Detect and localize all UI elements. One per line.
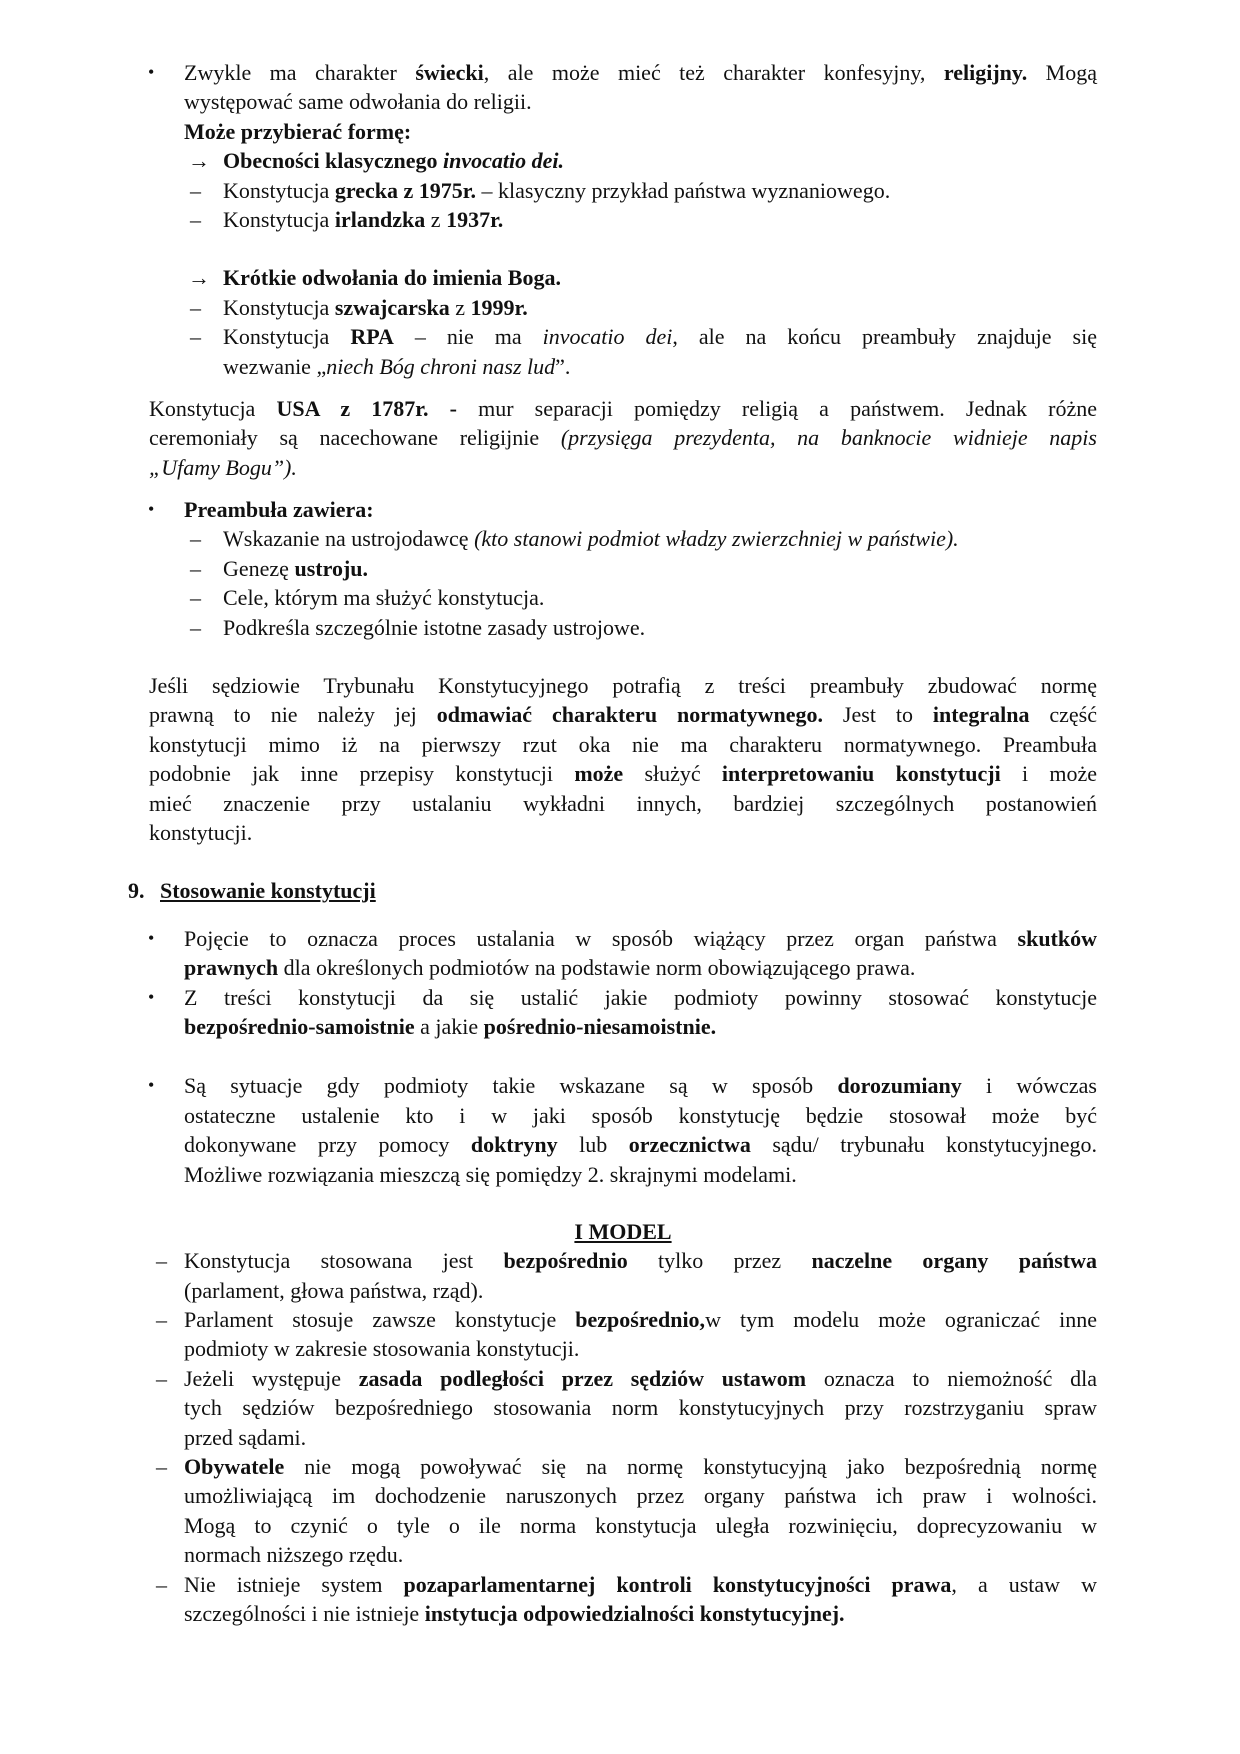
dash-bullet-icon: – (156, 1571, 167, 1597)
text-run: Pojęcie to oznacza proces ustalania w sposób wiążący przez organ państwa (184, 925, 1018, 951)
dash-bullet-icon: – (190, 585, 201, 611)
list-item (0, 263, 1240, 292)
text-line (184, 1305, 1097, 1334)
text-run: , ale na końcu preambuły znajduje się (672, 324, 1097, 350)
list-item (0, 146, 1240, 175)
arrow-right-icon: → (188, 148, 210, 174)
text-run: ”. (555, 353, 571, 379)
text-line (184, 1481, 1097, 1510)
text-line (160, 876, 1097, 905)
text-run: I MODEL (574, 1218, 672, 1244)
text-line (184, 924, 1097, 953)
text-run: irlandzka (334, 206, 426, 232)
text-run: religijny. (943, 60, 1028, 85)
text-line (184, 1160, 1097, 1189)
text-line (184, 1599, 1097, 1628)
text-run: bezpośrednio-samoistnie (184, 1013, 415, 1039)
list-item (0, 58, 1240, 117)
text-run: zasada podległości przez sędziów ustawom (358, 1365, 807, 1391)
list-item (0, 495, 1240, 524)
text-run: Możliwe rozwiązania mieszczą się pomiędzy 2. skrajnymi modelami. (184, 1161, 797, 1187)
paragraph (0, 671, 1240, 847)
list-item (0, 983, 1240, 1042)
text-run: szczególności i nie istnieje (184, 1600, 425, 1626)
text-run: Parlament stosuje zawsze konstytucje (184, 1307, 576, 1333)
text-run: dokonywane przy pomocy (184, 1132, 471, 1158)
text-line (184, 1511, 1097, 1540)
text-run: lub (557, 1132, 629, 1158)
text-run: umożliwiającą im dochodzenie naruszonych przez organy państwa ich praw i wolności. (184, 1483, 1097, 1509)
text-run: prawną to nie należy jej (149, 702, 437, 728)
text-run: odmawiać charakteru normatywnego. (436, 702, 824, 728)
dash-bullet-icon: – (190, 555, 201, 581)
text-run: „Ufamy Bogu”). (149, 454, 297, 480)
text-line (184, 1364, 1097, 1393)
text-line (184, 1540, 1097, 1569)
list-item (0, 176, 1240, 205)
text-line (223, 554, 1097, 583)
text-run: Z treści konstytucji da się ustalić jakie podmioty powinny stosować konstytucje (184, 984, 1097, 1010)
dash-bullet-icon: – (190, 206, 201, 232)
text-line (184, 87, 1097, 116)
text-run: Jeżeli występuje (184, 1365, 359, 1391)
text-run: Mogą to czynić o tyle o ile norma konstytucja uległa rozwinięciu, doprecyzowaniu w (184, 1512, 1097, 1538)
text-run: ustroju. (294, 555, 369, 581)
list-item (0, 1364, 1240, 1452)
text-run: ostateczne ustalenie kto i w jaki sposób konstytucję będzie stosował może być (184, 1102, 1097, 1128)
text-run: grecka z 1975r. (334, 177, 476, 203)
text-run: Jest to (823, 702, 933, 728)
text-line (149, 730, 1097, 759)
list-item (0, 613, 1240, 642)
list-item (0, 1071, 1240, 1189)
text-run: dla określonych podmiotów na podstawie norm obowiązującego prawa. (278, 955, 916, 981)
text-run: tylko przez (627, 1248, 812, 1274)
text-run: Wskazanie na ustrojodawcę (223, 526, 475, 552)
text-run: 1999r. (470, 294, 528, 320)
text-run: a jakie (414, 1013, 484, 1039)
list-item (0, 1305, 1240, 1364)
text-run: konstytucji. (149, 819, 253, 845)
text-run: podobnie jak inne przepisy konstytucji (149, 761, 575, 787)
text-line (223, 176, 1097, 205)
dash-bullet-icon: – (156, 1248, 167, 1274)
text-run: (parlament, głowa państwa, rząd). (184, 1277, 484, 1303)
text-run: naczelne organy państwa (811, 1248, 1097, 1274)
text-line (184, 1130, 1097, 1159)
text-run: świecki (415, 60, 484, 85)
text-run: prawnych (184, 955, 279, 981)
subheading (0, 1217, 1240, 1246)
bullet-icon: • (148, 499, 155, 520)
text-run: pośrednio-niesamoistnie. (483, 1013, 717, 1039)
text-line (184, 1246, 1097, 1275)
list-item (0, 924, 1240, 983)
text-run: 1937r. (446, 206, 504, 232)
text-line (149, 453, 1097, 482)
text-run: bezpośrednio, (575, 1307, 706, 1333)
arrow-right-icon: → (188, 265, 210, 291)
text-run: interpretowaniu konstytucji (721, 761, 1001, 787)
text-line (184, 117, 1097, 146)
text-run: służyć (623, 761, 722, 787)
text-run: Podkreśla szczególnie istotne zasady ustrojowe. (223, 614, 646, 640)
text-line (223, 205, 1097, 234)
text-run: integralna (932, 702, 1030, 728)
text-run: , a ustaw w (951, 1571, 1097, 1597)
text-line (223, 322, 1097, 351)
text-line (223, 352, 1097, 381)
dash-bullet-icon: – (190, 294, 201, 320)
paragraph (0, 394, 1240, 482)
list-item (0, 322, 1240, 381)
text-run: z (449, 294, 471, 320)
text-line (223, 524, 1097, 553)
text-run: niech Bóg chroni nasz lud (326, 353, 556, 379)
text-run: invocatio dei. (443, 148, 564, 174)
text-line (149, 818, 1097, 847)
text-run: dorozumiany (837, 1073, 962, 1099)
text-run: Obywatele (184, 1454, 285, 1480)
text-run: sądu/ trybunału konstytucyjnego. (750, 1132, 1097, 1158)
text-run: przed sądami. (184, 1424, 307, 1450)
text-run: – klasyczny przykład państwa wyznaniowego. (475, 177, 891, 203)
text-run: wezwanie „ (223, 353, 327, 379)
text-run: doktryny (470, 1132, 558, 1158)
text-line (223, 613, 1097, 642)
text-run: Cele, którym ma służyć konstytucja. (223, 585, 545, 611)
text-run: ceremoniały są nacechowane religijnie (149, 425, 561, 451)
text-line (223, 146, 1097, 175)
text-run: Konstytucja (223, 206, 335, 232)
text-line (184, 1452, 1097, 1481)
text-run: bezpośrednio (503, 1248, 628, 1274)
list-item (0, 583, 1240, 612)
text-run: (przysięga prezydenta, na banknocie widnieje napis (560, 425, 1097, 451)
list-item (0, 1570, 1240, 1629)
bullet-icon: • (148, 986, 155, 1007)
list-item (0, 1452, 1240, 1570)
text-line (184, 983, 1097, 1012)
text-run: RPA (350, 324, 394, 350)
text-run: , ale może mieć też charakter konfesyjny, (483, 60, 944, 85)
text-run: orzecznictwa (628, 1132, 751, 1158)
document-page (0, 58, 1240, 1628)
text-line (149, 1217, 1097, 1246)
text-line (184, 1393, 1097, 1422)
text-run: normach niższego rzędu. (184, 1542, 404, 1568)
text-line (223, 263, 1097, 292)
text-run: szwajcarska (334, 294, 450, 320)
dash-bullet-icon: – (156, 1307, 167, 1333)
dash-bullet-icon: – (190, 324, 201, 350)
text-line (149, 394, 1097, 423)
text-run: (kto stanowi podmiot władzy zwierzchniej w państwie). (474, 526, 959, 552)
text-run: pozaparlamentarnej kontroli konstytucyjności prawa (403, 1571, 952, 1597)
text-run: Stosowanie konstytucji (160, 878, 376, 904)
text-run: tych sędziów bezpośredniego stosowania norm konstytucyjnych przy rozstrzyganiu spraw (184, 1395, 1097, 1421)
section-number: 9. (128, 878, 145, 904)
dash-bullet-icon: – (190, 614, 201, 640)
bullet-icon: • (148, 62, 155, 82)
text-line (223, 583, 1097, 612)
text-run: konstytucji mimo iż na pierwszy rzut oka nie ma charakteru normatywnego. Preambuła (149, 731, 1097, 757)
text-line (184, 953, 1097, 982)
text-line (184, 1423, 1097, 1452)
list-item (0, 554, 1240, 583)
text-run: Jeśli sędziowie Trybunału Konstytucyjnego potrafią z treści preambuły zbudować normę (149, 673, 1097, 699)
text-run: i wówczas (961, 1073, 1097, 1099)
bullet-icon: • (148, 927, 155, 948)
list-item (0, 293, 1240, 322)
text-run: oznacza to niemożność dla (806, 1365, 1097, 1391)
text-line (184, 1071, 1097, 1100)
text-run: Genezę (223, 555, 295, 581)
text-line (184, 1012, 1097, 1041)
text-line (149, 423, 1097, 452)
list-item (0, 1246, 1240, 1305)
text-run: Obecności klasycznego (223, 148, 443, 174)
text-run: i może (1000, 761, 1097, 787)
text-run: skutków (1017, 925, 1097, 951)
text-line (184, 1276, 1097, 1305)
text-line (184, 1101, 1097, 1130)
text-run: Konstytucja stosowana jest (184, 1248, 504, 1274)
text-line (149, 671, 1097, 700)
text-line (184, 1570, 1097, 1599)
text-line (184, 1334, 1097, 1363)
text-run: Konstytucja (223, 324, 351, 350)
dash-bullet-icon: – (190, 526, 201, 552)
text-run: Konstytucja (223, 177, 335, 203)
text-run: USA z 1787r. - (276, 395, 457, 421)
text-run: Zwykle ma charakter (184, 60, 416, 85)
dash-bullet-icon: – (190, 177, 201, 203)
list-item (0, 117, 1240, 146)
text-run: może (574, 761, 624, 787)
text-run: mur separacji pomiędzy religią a państwem. Jednak różne (456, 395, 1097, 421)
text-run: nie mogą powoływać się na normę konstytucyjną jako bezpośrednią normę (284, 1454, 1097, 1480)
text-line (149, 789, 1097, 818)
text-run: Nie istnieje system (184, 1571, 404, 1597)
text-run: instytucja odpowiedzialności konstytucyjnej. (424, 1600, 845, 1626)
text-run: podmioty w zakresie stosowania konstytucji. (184, 1336, 580, 1362)
dash-bullet-icon: – (156, 1365, 167, 1391)
text-line (149, 700, 1097, 729)
text-run: mieć znaczenie przy ustalaniu wykładni innych, bardziej szczególnych postanowień (149, 790, 1097, 816)
text-run: Krótkie odwołania do imienia Boga. (223, 265, 561, 291)
text-run: Konstytucja (149, 395, 277, 421)
dash-bullet-icon: – (156, 1454, 167, 1480)
text-line (184, 58, 1097, 87)
text-run: część (1029, 702, 1097, 728)
text-run: – nie ma (393, 324, 543, 350)
text-line (149, 759, 1097, 788)
text-run: invocatio dei (542, 324, 673, 350)
text-run: w tym modelu może ograniczać inne (705, 1307, 1097, 1333)
list-item (0, 205, 1240, 234)
text-line (223, 293, 1097, 322)
text-run: Konstytucja (223, 294, 335, 320)
text-run: z (425, 206, 447, 232)
bullet-icon: • (148, 1075, 155, 1096)
text-run: Może przybierać formę: (184, 118, 412, 144)
section-heading (0, 876, 1240, 905)
text-line (184, 495, 1097, 524)
text-run: Mogą (1027, 60, 1097, 85)
list-item (0, 524, 1240, 553)
text-run: Preambuła zawiera: (184, 497, 374, 523)
text-run: Są sytuacje gdy podmioty takie wskazane są w sposób (184, 1073, 838, 1099)
text-run: występować same odwołania do religii. (184, 89, 532, 115)
